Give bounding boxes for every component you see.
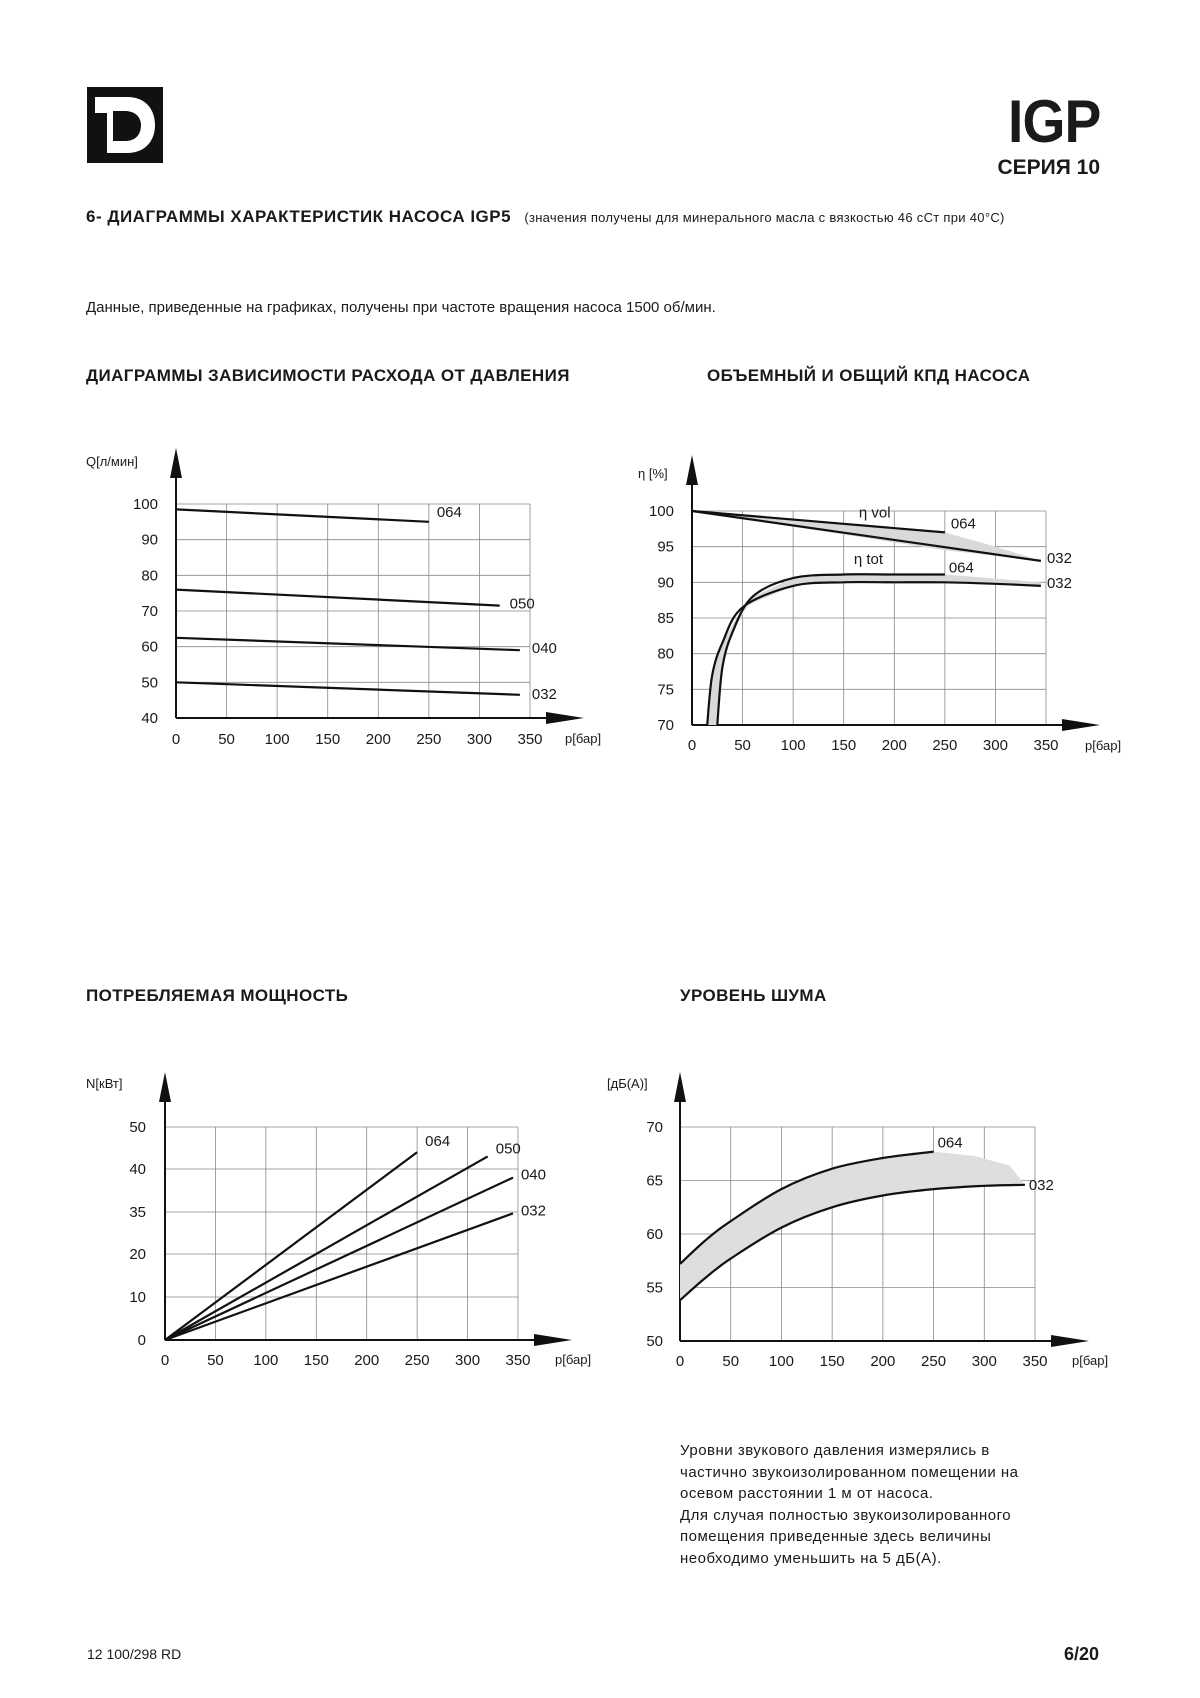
noise-note xyxy=(680,1440,1080,1569)
y-tick-label: 40 xyxy=(141,710,158,727)
section-note: (значения получены для минерального масла с вязкостью 46 сСт при 40°C) xyxy=(524,210,1005,225)
x-tick-label: 350 xyxy=(1033,737,1059,754)
y-tick-label: 70 xyxy=(141,603,158,620)
x-tick-label: 300 xyxy=(971,1353,997,1370)
x-tick-label: 150 xyxy=(819,1353,845,1370)
y-tick-label: 75 xyxy=(657,681,674,699)
y-tick-label: 65 xyxy=(646,1172,663,1190)
y-tick-label: 100 xyxy=(648,503,674,520)
page-number: 6/20 xyxy=(1063,1644,1099,1664)
y-tick-label: 90 xyxy=(141,531,158,549)
noise-chart-title: УРОВЕНЬ ШУМА xyxy=(680,986,827,1005)
x-tick-label: 150 xyxy=(315,731,341,748)
x-axis-label: р[бар] xyxy=(555,1352,592,1367)
intro-text: Данные, приведенные на графиках, получены при частоте вращения насоса 1500 об/мин. xyxy=(86,299,716,316)
y-tick-label: 85 xyxy=(657,610,674,627)
x-tick-label: 250 xyxy=(404,1352,430,1369)
y-tick-label: 35 xyxy=(129,1204,146,1221)
efficiency-chart-title: ОБЪЕМНЫЙ И ОБЩИЙ КПД НАСОСА xyxy=(707,366,1031,385)
series-label-040: 040 xyxy=(531,640,557,658)
section-title: 6- ДИАГРАММЫ ХАРАКТЕРИСТИК НАСОСА IGP5 xyxy=(86,207,512,226)
document-code: 12 100/298 RD xyxy=(87,1646,182,1662)
series-label-064: 064 xyxy=(937,1134,963,1152)
y-tick-label: 90 xyxy=(657,574,674,592)
x-tick-label: 350 xyxy=(505,1352,531,1369)
x-tick-label: 300 xyxy=(455,1352,481,1369)
x-axis-label: р[бар] xyxy=(1085,738,1122,753)
series-label-050: 050 xyxy=(509,595,535,613)
x-tick-label: 250 xyxy=(416,731,442,748)
y-axis-label: [дБ(А)] xyxy=(607,1076,648,1091)
series-label-tot-032: 032 xyxy=(1046,574,1072,592)
y-tick-label: 50 xyxy=(646,1333,663,1350)
y-tick-label: 50 xyxy=(141,674,158,692)
x-tick-label: 0 xyxy=(687,737,697,754)
x-tick-label: 150 xyxy=(303,1352,329,1369)
series-label-032: 032 xyxy=(520,1202,546,1220)
note-line: частично звукоизолированном помещении на xyxy=(680,1463,1019,1481)
y-tick-label: 100 xyxy=(132,496,158,513)
noise-band xyxy=(680,1152,1025,1301)
y-tick-label: 95 xyxy=(657,538,674,556)
y-tick-label: 60 xyxy=(141,638,158,656)
x-tick-label: 100 xyxy=(264,731,290,748)
x-tick-label: 350 xyxy=(517,731,543,748)
series-label-032: 032 xyxy=(1028,1176,1054,1194)
note-line: Для случая полностью звукоизолированного xyxy=(680,1506,1012,1524)
note-line: Уровни звукового давления измерялись в xyxy=(680,1442,990,1459)
x-axis-arrow-icon xyxy=(1051,1335,1089,1347)
y-tick-label: 10 xyxy=(129,1289,146,1306)
x-tick-label: 200 xyxy=(354,1352,380,1369)
series-label-vol-032: 032 xyxy=(1046,549,1072,567)
flow-chart-title: ДИАГРАММЫ ЗАВИСИМОСТИ РАСХОДА ОТ ДАВЛЕНИЯ xyxy=(86,366,570,385)
x-tick-label: 0 xyxy=(675,1353,685,1370)
x-tick-label: 100 xyxy=(253,1352,279,1369)
x-tick-label: 200 xyxy=(365,731,391,748)
note-line: помещения приведенные здесь величины xyxy=(680,1528,992,1545)
x-tick-label: 250 xyxy=(932,737,958,754)
series-label-vol-064: 064 xyxy=(950,515,976,533)
y-tick-label: 0 xyxy=(137,1332,146,1349)
x-tick-label: 100 xyxy=(780,737,806,754)
product-series: СЕРИЯ 10 xyxy=(997,156,1100,179)
y-tick-label: 70 xyxy=(646,1119,663,1136)
series-label-064: 064 xyxy=(436,503,462,521)
x-tick-label: 50 xyxy=(734,737,751,754)
x-tick-label: 350 xyxy=(1022,1353,1048,1370)
x-tick-label: 250 xyxy=(921,1353,947,1370)
power-chart-title: ПОТРЕБЛЯЕМАЯ МОЩНОСТЬ xyxy=(86,986,349,1005)
x-tick-label: 50 xyxy=(218,731,235,748)
x-tick-label: 200 xyxy=(881,737,907,754)
series-label-050: 050 xyxy=(495,1140,521,1158)
series-label-040: 040 xyxy=(520,1166,546,1184)
y-tick-label: 50 xyxy=(129,1119,146,1136)
x-tick-label: 50 xyxy=(722,1353,740,1370)
y-tick-label: 80 xyxy=(657,645,674,663)
product-brand: IGP xyxy=(1007,88,1100,155)
note-line: необходимо уменьшить на 5 дБ(А). xyxy=(680,1549,942,1567)
y-tick-label: 70 xyxy=(657,717,674,734)
y-axis-label: Q[л/мин] xyxy=(86,454,138,469)
y-tick-label: 20 xyxy=(129,1246,146,1263)
y-axis-label: η [%] xyxy=(638,466,668,481)
x-tick-label: 150 xyxy=(831,737,857,754)
x-axis-label: р[бар] xyxy=(565,731,602,746)
series-label-064: 064 xyxy=(425,1133,451,1151)
eta-vol-annotation: η vol xyxy=(858,504,891,522)
y-axis-arrow-icon xyxy=(674,1072,686,1102)
series-label-tot-064: 064 xyxy=(948,559,974,577)
x-tick-label: 100 xyxy=(768,1353,794,1370)
eta-tot-annotation: η tot xyxy=(853,550,884,568)
y-tick-label: 80 xyxy=(141,567,158,585)
x-tick-label: 300 xyxy=(466,731,492,748)
x-tick-label: 300 xyxy=(982,737,1008,754)
y-tick-label: 40 xyxy=(129,1161,146,1178)
x-tick-label: 0 xyxy=(171,731,181,748)
y-tick-label: 60 xyxy=(646,1226,663,1243)
x-tick-label: 50 xyxy=(207,1352,224,1369)
x-tick-label: 0 xyxy=(160,1352,170,1369)
note-line: осевом расстоянии 1 м от насоса. xyxy=(680,1485,934,1502)
y-tick-label: 55 xyxy=(646,1279,663,1297)
x-tick-label: 200 xyxy=(870,1353,896,1370)
series-label-032: 032 xyxy=(531,685,557,703)
y-axis-label: N[кВт] xyxy=(86,1076,123,1091)
x-axis-label: р[бар] xyxy=(1072,1353,1109,1368)
